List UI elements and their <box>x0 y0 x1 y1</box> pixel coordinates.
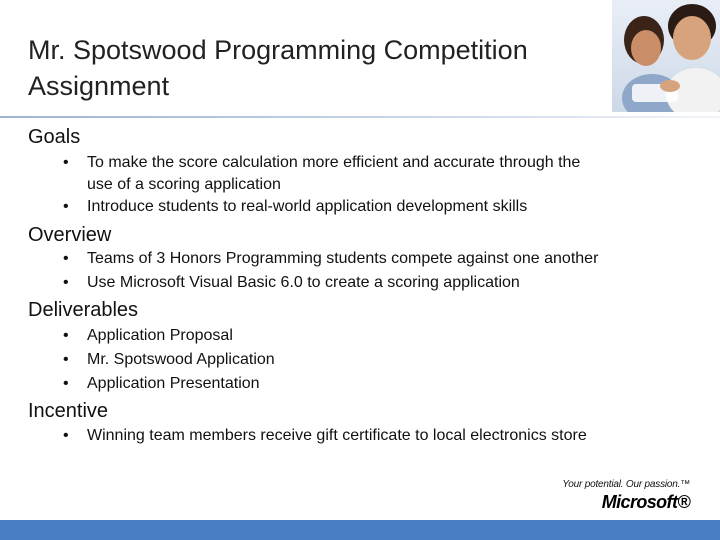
bullet-dot: • <box>63 154 69 171</box>
brand-tagline: Your potential. Our passion.™ <box>562 479 690 490</box>
slide-title: Mr. Spotswood Programming Competition Assignment <box>28 35 528 101</box>
title-divider <box>0 116 720 118</box>
heading-overview: Overview <box>28 224 112 246</box>
bullet-dot: • <box>63 351 69 368</box>
heading-deliverables: Deliverables <box>28 299 139 321</box>
footer-bar <box>0 520 720 540</box>
microsoft-logo: Microsoft® <box>601 492 690 512</box>
bullet-text: To make the score calculation more efficient and accurate through the use of a scoring application <box>87 154 581 193</box>
bullet-dot: • <box>63 198 69 215</box>
bullet-dot: • <box>63 274 69 291</box>
bullet-dot: • <box>63 250 69 267</box>
heading-incentive: Incentive <box>28 400 109 422</box>
heading-goals: Goals <box>28 126 81 148</box>
microsoft-brand <box>550 479 690 513</box>
bullet-dot: • <box>63 375 69 392</box>
bullet-text: Introduce students to real-world application development skills <box>87 198 528 215</box>
bullet-text: Use Microsoft Visual Basic 6.0 to create a scoring application <box>87 274 520 291</box>
bullet-dot: • <box>63 327 69 344</box>
bullet-text: Teams of 3 Honors Programming students compete against one another <box>87 250 599 267</box>
bullet-text: Winning team members receive gift certificate to local electronics store <box>87 427 587 444</box>
students-photo <box>612 0 720 112</box>
bullet-text: Application Proposal <box>87 327 233 344</box>
bullet-text: Mr. Spotswood Application <box>87 351 275 368</box>
bullet-dot: • <box>63 427 69 444</box>
bullet-text: Application Presentation <box>87 375 260 392</box>
